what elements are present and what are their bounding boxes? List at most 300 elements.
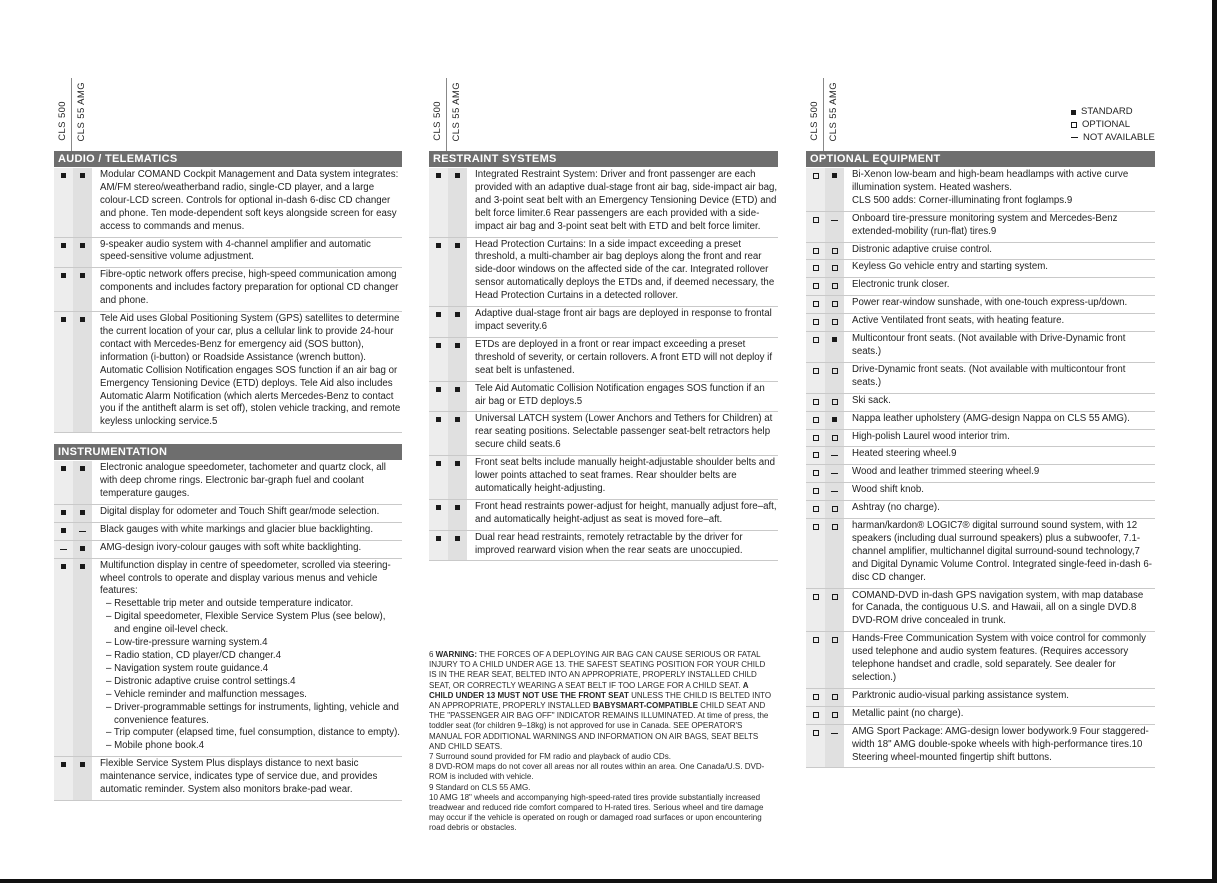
cls500-availability: [806, 278, 825, 295]
list-item: [806, 430, 1155, 448]
item-description: [844, 332, 1155, 362]
cls500-availability: [429, 382, 448, 412]
standard-square-icon: [61, 173, 66, 178]
list-item: [54, 461, 402, 505]
cls500-availability: [54, 168, 73, 237]
item-description: [844, 363, 1155, 393]
list-item: [806, 260, 1155, 278]
list-item: [54, 505, 402, 523]
section: [806, 151, 1155, 768]
item-text: Dual rear head restraints, remotely retractable by the driver for improved rearward vision when the rear seats are unoccupied.: [475, 531, 743, 556]
item-description: [92, 541, 402, 558]
item-text: Front head restraints power-adjust for height, manually adjust fore–aft, and automatically height-adjust as seat is moved fore–aft.: [475, 500, 777, 525]
standard-square-icon: [436, 417, 441, 422]
model-label-cls500: CLS 500: [57, 101, 68, 141]
sub-item: – Driver-programmable settings for instruments, lighting, vehicle and convenience features.: [106, 701, 399, 726]
list-item: [806, 707, 1155, 725]
standard-square-icon: [832, 417, 837, 422]
item-description: [844, 483, 1155, 500]
footnote-8: 8 DVD-ROM maps do not cover all areas nor all routes within an area. One Canada/U.S. DVD-ROM is included with vehicle.: [429, 762, 765, 782]
cls55amg-availability: [825, 394, 844, 411]
cls500-availability: [806, 168, 825, 211]
list-item: [429, 531, 778, 562]
cls500-availability: [429, 456, 448, 499]
list-item: [429, 238, 778, 308]
item-text: Multifunction display in centre of speedometer, scrolled via steering-wheel controls to operate and display various menus and vehicle features:: [100, 559, 391, 597]
item-description: [844, 632, 1155, 688]
cls500-availability: [806, 589, 825, 632]
cls500-availability: [429, 168, 448, 237]
item-text: Electronic analogue speedometer, tachometer and quartz clock, all with deep chrome rings. Electronic bar-graph fuel and coolant temperature gauges.: [100, 462, 386, 500]
cls55amg-availability: [825, 412, 844, 429]
item-text: Electronic trunk closer.: [852, 279, 950, 291]
cls55amg-availability: [825, 314, 844, 331]
sub-item: – Vehicle reminder and malfunction messages.: [106, 688, 307, 700]
standard-square-icon: [61, 762, 66, 767]
optional-square-icon: [813, 265, 819, 271]
optional-square-icon: [813, 712, 819, 718]
list-item: [806, 589, 1155, 633]
item-text: Onboard tire-pressure monitoring system and Mercedes-Benz extended-mobility (run-flat) tires.9: [852, 212, 1118, 237]
item-description: [467, 456, 778, 499]
cls55amg-availability: [825, 212, 844, 242]
section: [54, 444, 402, 801]
footnote-text: THE FORCES OF A DEPLOYING AIR BAG CAN CAUSE SERIOUS OR FATAL INJURY TO A CHILD UNDER AGE 13. THE SAFEST SEATING POSITION FOR YOUR CHILD IS IN THE REAR SEAT, BELTED INTO AN APPROPRIATE, PROPERLY INSTALLED CHILD SEAT, OR CORRECTLY WEARING A SEAT BELT IF TOO LARGE FOR A CHILD SEAT.: [429, 650, 766, 690]
list-item: [806, 243, 1155, 261]
model-divider: [71, 78, 72, 151]
cls500-availability: [429, 412, 448, 455]
standard-square-icon: [455, 505, 460, 510]
standard-square-icon: [436, 536, 441, 541]
standard-square-icon: [455, 461, 460, 466]
sub-item: – Digital speedometer, Flexible Service System Plus (see below), and engine oil-level check.: [106, 611, 386, 636]
optional-square-icon: [813, 435, 819, 441]
optional-square-icon: [813, 319, 819, 325]
standard-square-icon: [455, 173, 460, 178]
list-item: [806, 168, 1155, 212]
list-item: [806, 296, 1155, 314]
cls500-availability: [54, 268, 73, 311]
column-right: [806, 78, 1155, 779]
item-description: [92, 268, 402, 311]
item-description: [844, 212, 1155, 242]
item-text: Metallic paint (no charge).: [852, 707, 964, 719]
item-text: Power rear-window sunshade, with one-touch express-up/down.: [852, 297, 1128, 309]
cls55amg-availability: [73, 238, 92, 268]
optional-square-icon: [832, 248, 838, 254]
item-description: [92, 559, 402, 757]
footnote-bold: BABYSMART-COMPATIBLE: [592, 701, 698, 711]
standard-square-icon: [832, 337, 837, 342]
standard-square-icon: [455, 243, 460, 248]
item-description: [467, 412, 778, 455]
section: [54, 151, 402, 433]
cls500-availability: [806, 296, 825, 313]
list-item: [806, 363, 1155, 394]
optional-square-icon: [813, 730, 819, 736]
sub-item: – Navigation system route guidance.4: [106, 662, 269, 674]
cls500-availability: [54, 757, 73, 800]
cls55amg-availability: [448, 500, 467, 530]
standard-square-icon: [436, 343, 441, 348]
item-description: [844, 168, 1155, 211]
cls55amg-availability: [825, 430, 844, 447]
optional-square-icon: [813, 283, 819, 289]
standard-square-icon: [80, 510, 85, 515]
item-description: [844, 725, 1155, 768]
not-available-dash-icon: [831, 491, 838, 492]
cls500-availability: [806, 725, 825, 768]
legend-label: OPTIONAL: [1082, 118, 1131, 130]
model-divider: [446, 78, 447, 151]
optional-square-icon: [813, 368, 819, 374]
item-description: [844, 260, 1155, 277]
item-text: 9-speaker audio system with 4-channel amplifier and automatic speed-sensitive volume adjustment.: [100, 238, 371, 263]
item-description: [844, 430, 1155, 447]
item-text: Ashtray (no charge).: [852, 502, 940, 514]
not-available-dash-icon: [831, 455, 838, 456]
standard-square-icon: [80, 546, 85, 551]
footnote-bold: A CHILD UNDER 13 MUST NOT USE THE FRONT SEAT: [429, 680, 749, 700]
list-item: [54, 168, 402, 238]
cls55amg-availability: [448, 412, 467, 455]
item-text: Integrated Restraint System: Driver and front passenger are each provided with an adaptive dual-stage front air bag, side-impact air bag, and 3-point seat belt with an Emergency Tensioning Device (ETD) and belt force limiter.6 Rear passengers are each provided with a side-impact air bag and 3-point seat belt with ETD and belt force limiter.: [475, 169, 778, 232]
item-description: [844, 519, 1155, 588]
item-description: [844, 314, 1155, 331]
list-item: [806, 632, 1155, 689]
item-text: AMG-design ivory-colour gauges with soft white backlighting.: [100, 541, 362, 553]
list-item: [429, 500, 778, 531]
list-item: [806, 483, 1155, 501]
model-label-cls55amg: CLS 55 AMG: [76, 81, 87, 141]
optional-square-icon: [813, 248, 819, 254]
cls500-availability: [806, 483, 825, 500]
optional-square-icon: [813, 417, 819, 423]
sub-item: – Trip computer (elapsed time, fuel consumption, distance to empty).: [106, 727, 400, 739]
cls500-availability: [806, 394, 825, 411]
cls500-availability: [54, 523, 73, 540]
standard-square-icon: [80, 273, 85, 278]
cls500-availability: [54, 541, 73, 558]
standard-square-icon: [455, 312, 460, 317]
cls55amg-availability: [448, 238, 467, 307]
item-text: Nappa leather upholstery (AMG-design Nappa on CLS 55 AMG).: [852, 412, 1130, 424]
optional-square-icon: [813, 452, 819, 458]
optional-square-icon: [832, 712, 838, 718]
item-text-line: CLS 500 adds: Corner-illuminating front foglamps.9: [852, 194, 1073, 206]
item-description: [92, 523, 402, 540]
cls55amg-availability: [825, 589, 844, 632]
item-text: Digital display for odometer and Touch Shift gear/mode selection.: [100, 505, 380, 517]
model-header: [806, 78, 1155, 151]
list-item: [806, 501, 1155, 519]
item-text: Modular COMAND Cockpit Management and Data system integrates: AM/FM stereo/weatherband radio, single-CD player, and a large colour-LCD screen. Controls for optional in-dash 6-disc CD changer and phone. Ten mode-dependent soft keys alongside screen for easy access to commands and menus.: [100, 169, 399, 232]
item-text: ETDs are deployed in a front or rear impact exceeding a preset threshold of severity, or certain rollovers. A front ETD will not deploy if seat belt is unfastened.: [475, 338, 773, 376]
item-text: Keyless Go vehicle entry and starting system.: [852, 261, 1048, 273]
item-description: [92, 461, 402, 504]
list-item: [429, 456, 778, 500]
model-header: [54, 78, 402, 151]
standard-square-icon: [80, 317, 85, 322]
cls500-availability: [806, 412, 825, 429]
footnote-bold: WARNING:: [435, 650, 477, 659]
cls55amg-availability: [73, 559, 92, 757]
item-description: [92, 238, 402, 268]
cls55amg-availability: [825, 447, 844, 464]
optional-square-icon: [813, 694, 819, 700]
item-text: Bi-Xenon low-beam and high-beam headlamps with active curve illumination system. Heated washers.: [852, 169, 1129, 193]
list-item: [54, 559, 402, 758]
not-available-dash-icon: [79, 531, 86, 532]
item-text: Heated steering wheel.9: [852, 448, 957, 460]
cls55amg-availability: [825, 332, 844, 362]
list-item: [806, 519, 1155, 589]
item-description: [844, 243, 1155, 260]
model-label-cls55amg: CLS 55 AMG: [828, 81, 839, 141]
section-title: RESTRAINT SYSTEMS: [429, 151, 778, 167]
column-left: [54, 78, 402, 812]
standard-square-icon: [436, 505, 441, 510]
optional-square-icon: [832, 524, 838, 530]
item-description: [844, 296, 1155, 313]
item-description: [844, 501, 1155, 518]
item-text: harman/kardon® LOGIC7® digital surround sound system, with 12 speakers (including dual surround speakers) plus a subwoofer, 7.1-channel amplifier, multichannel digital surround-sound technology,7 and Digital Dynamic Volume Control. Integrated single-feed in-dash 6-disc CD changer.: [852, 520, 1152, 583]
item-text: Tele Aid uses Global Positioning System (GPS) satellites to determine the current location of your car, plus a cellular link to provide 24-hour contact with Mercedes-Benz for emergency aid (SOS button), information (i-button) or Roadside Assistance (wrench button). Automatic Collision Notification engages SOS function if an air bag or Emergency Tensioning Device (ETD) deploys. Tele Aid also includes Automatic Alarm Notification (which alerts Mercedes-Benz to contact you if the antitheft alarm is set off), stolen vehicle tracking, and remote keyless unlocking service.5: [100, 313, 401, 428]
optional-square-icon: [832, 506, 838, 512]
standard-square-icon: [80, 564, 85, 569]
not-available-dash-icon: [831, 733, 838, 734]
item-description: [467, 168, 778, 237]
cls55amg-availability: [825, 501, 844, 518]
standard-square-icon: [61, 243, 66, 248]
item-text: Front seat belts include manually height-adjustable shoulder belts and lower points attached to seat frames. Rear shoulder belts are automatically height-adjusting.: [475, 457, 775, 494]
footnote-6: [429, 650, 774, 752]
cls55amg-availability: [448, 531, 467, 561]
cls55amg-availability: [825, 260, 844, 277]
list-item: [806, 412, 1155, 430]
optional-square-icon: [832, 368, 838, 374]
item-description: [92, 168, 402, 237]
optional-square-icon: [813, 594, 819, 600]
cls55amg-availability: [825, 689, 844, 706]
cls500-availability: [806, 632, 825, 688]
list-item: [806, 447, 1155, 465]
cls55amg-availability: [73, 757, 92, 800]
standard-square-icon: [455, 343, 460, 348]
item-text: Wood and leather trimmed steering wheel.9: [852, 466, 1040, 478]
list-item: [806, 314, 1155, 332]
model-header: [429, 78, 778, 151]
item-description: [844, 447, 1155, 464]
item-description: [844, 707, 1155, 724]
footnote-10: 10 AMG 18" wheels and accompanying high-speed-rated tires provide substantially increased treadwear and reduced ride comfort compared to H-rated tires. Serious wheel and tire damage may occur if the vehicle is operated on rough or damaged road surfaces or upon encountering road debris or obstacles.: [429, 792, 764, 833]
optional-square-icon: [813, 337, 819, 343]
section-title: INSTRUMENTATION: [54, 444, 402, 460]
sub-item: – Low-tire-pressure warning system.4: [106, 637, 268, 649]
item-description: [92, 505, 402, 522]
cls55amg-availability: [825, 483, 844, 500]
standard-square-icon: [436, 461, 441, 466]
cls500-availability: [806, 501, 825, 518]
model-label-cls500: CLS 500: [809, 101, 820, 141]
model-label-cls55amg: CLS 55 AMG: [451, 81, 462, 141]
item-text: Drive-Dynamic front seats. (Not available with multicontour front seats.): [852, 363, 1126, 388]
item-text: Black gauges with white markings and glacier blue backlighting.: [100, 523, 374, 535]
item-text: Wood shift knob.: [852, 484, 924, 496]
list-item: [54, 268, 402, 312]
cls500-availability: [806, 447, 825, 464]
optional-square-icon: [832, 637, 838, 643]
cls500-availability: [806, 363, 825, 393]
optional-square-icon: [813, 301, 819, 307]
standard-square-icon: [80, 762, 85, 767]
standard-square-icon: [832, 173, 837, 178]
cls500-availability: [429, 531, 448, 561]
list-item: [54, 238, 402, 269]
cls500-availability: [54, 461, 73, 504]
cls55amg-availability: [825, 278, 844, 295]
cls500-availability: [806, 260, 825, 277]
footnote-number: 6: [429, 650, 436, 659]
optional-square-icon: [832, 283, 838, 289]
cls55amg-availability: [73, 523, 92, 540]
item-text: Fibre-optic network offers precise, high-speed communication among components and includes factory preparation for optional CD changer and phone.: [100, 269, 399, 307]
cls500-availability: [806, 689, 825, 706]
cls55amg-availability: [73, 312, 92, 432]
item-description: [92, 312, 402, 432]
cls500-availability: [429, 307, 448, 337]
standard-square-icon: [80, 173, 85, 178]
footnote-7: 7 Surround sound provided for FM radio and playback of audio CDs.: [429, 752, 671, 762]
standard-square-icon: [80, 243, 85, 248]
item-description: [467, 500, 778, 530]
cls55amg-availability: [825, 296, 844, 313]
list-item: [54, 541, 402, 559]
list-item: [429, 338, 778, 382]
sub-item: – Resettable trip meter and outside temperature indicator.: [106, 598, 354, 610]
cls55amg-availability: [448, 382, 467, 412]
optional-square-icon: [832, 319, 838, 325]
cls500-availability: [429, 238, 448, 307]
optional-square-icon: [832, 399, 838, 405]
section-title: OPTIONAL EQUIPMENT: [806, 151, 1155, 167]
cls55amg-availability: [825, 168, 844, 211]
optional-square-icon: [813, 173, 819, 179]
cls500-availability: [54, 238, 73, 268]
optional-square-icon: [813, 637, 819, 643]
cls55amg-availability: [73, 461, 92, 504]
optional-square-icon: [813, 399, 819, 405]
section: [429, 151, 778, 561]
list-item: [806, 212, 1155, 243]
page-frame-right: [1212, 0, 1217, 883]
optional-square-icon: [813, 470, 819, 476]
optional-square-icon: [813, 506, 819, 512]
sub-item: – Mobile phone book.4: [106, 740, 205, 752]
item-text: Multicontour front seats. (Not available with Drive-Dynamic front seats.): [852, 333, 1126, 357]
cls55amg-availability: [825, 519, 844, 588]
item-text: COMAND-DVD in-dash GPS navigation system, with map database for Canada, the contiguous U.S. and Hawaii, all on a single DVD.8 DVD-ROM drive concealed in trunk.: [852, 589, 1144, 627]
item-description: [467, 238, 778, 307]
cls55amg-availability: [825, 707, 844, 724]
not-available-dash-icon: [60, 549, 67, 550]
cls500-availability: [806, 465, 825, 482]
cls55amg-availability: [448, 338, 467, 381]
cls55amg-availability: [825, 725, 844, 768]
cls500-availability: [806, 519, 825, 588]
item-text: Active Ventilated front seats, with heating feature.: [852, 315, 1065, 327]
item-text: Tele Aid Automatic Collision Notification engages SOS function if an air bag or ETD deploys.5: [475, 382, 765, 407]
item-text: Ski sack.: [852, 394, 891, 406]
standard-square-icon: [61, 466, 66, 471]
item-description: [467, 338, 778, 381]
list-item: [806, 278, 1155, 296]
list-item: [429, 382, 778, 413]
item-description: [467, 307, 778, 337]
item-text: Flexible Service System Plus displays distance to next basic maintenance service, indicates type of service due, and provides automatic reminder. System also monitors brake-pad wear.: [100, 758, 378, 796]
item-description: [844, 394, 1155, 411]
section-title: AUDIO / TELEMATICS: [54, 151, 402, 167]
optional-square-icon: [813, 524, 819, 530]
standard-square-icon: [80, 466, 85, 471]
not-available-dash-icon: [831, 220, 838, 221]
cls500-availability: [54, 505, 73, 522]
item-text: Head Protection Curtains: In a side impact exceeding a preset threshold, a multi-chamber air bag deploys along the front and rear side-door windows on the affected side of the car. Integrated rollover sensor automatically deploys the ETDs and, if deemed necessary, the Head Protection Curtains in a detected rollover.: [475, 238, 775, 302]
standard-square-icon: [436, 387, 441, 392]
sub-item: – Distronic adaptive cruise control settings.4: [106, 675, 296, 687]
item-description: [844, 465, 1155, 482]
item-description: [844, 278, 1155, 295]
item-description: [844, 412, 1155, 429]
legend-label: NOT AVAILABLE: [1083, 131, 1155, 143]
item-text: Distronic adaptive cruise control.: [852, 243, 992, 255]
list-item: [54, 312, 402, 433]
footnote-9: 9 Standard on CLS 55 AMG.: [429, 782, 531, 792]
cls55amg-availability: [448, 307, 467, 337]
cls55amg-availability: [73, 268, 92, 311]
cls500-availability: [54, 312, 73, 432]
cls500-availability: [806, 314, 825, 331]
list-item: [806, 332, 1155, 363]
cls55amg-availability: [825, 243, 844, 260]
item-description: [92, 757, 402, 800]
cls55amg-availability: [73, 168, 92, 237]
cls500-availability: [806, 707, 825, 724]
item-text: AMG Sport Package: AMG-design lower bodywork.9 Four staggered-width 18" AMG double-spoke wheels with high-performance tires.10 Steering wheel-mounted fingertip shift buttons.: [852, 725, 1149, 763]
cls55amg-availability: [73, 505, 92, 522]
footnote-text: CHILD SEAT AND THE "PASSENGER AIR BAG OFF" INDICATOR REMAINS ILLUMINATED. At time of press, the toddler seat (for children 9–18kg) is not approved for use in Canada. SEE OPERATOR'S MANUAL FOR ADDITIONAL WARNINGS AND INFORMATION ON AIR BAGS, SEAT BELTS AND CHILD SEATS.: [429, 701, 769, 751]
list-item: [806, 725, 1155, 769]
cls500-availability: [806, 212, 825, 242]
optional-square-icon: [832, 265, 838, 271]
page-frame-bottom: [0, 879, 1217, 883]
cls55amg-availability: [448, 456, 467, 499]
list-item: [429, 307, 778, 338]
list-item: [54, 757, 402, 801]
standard-square-icon: [436, 312, 441, 317]
item-text: Hands-Free Communication System with voice control for commonly used telephone and audio system features. (Requires accessory telephone handset and cradle, sold separately. See dealer for selection.): [852, 633, 1146, 683]
sub-item: – Radio station, CD player/CD changer.4: [106, 650, 282, 661]
cls55amg-availability: [73, 541, 92, 558]
list-item: [806, 689, 1155, 707]
cls55amg-availability: [448, 168, 467, 237]
standard-square-icon: [436, 173, 441, 178]
model-label-cls500: CLS 500: [432, 101, 443, 141]
cls500-availability: [54, 559, 73, 757]
cls55amg-availability: [825, 363, 844, 393]
standard-square-icon: [455, 417, 460, 422]
cls55amg-availability: [825, 465, 844, 482]
